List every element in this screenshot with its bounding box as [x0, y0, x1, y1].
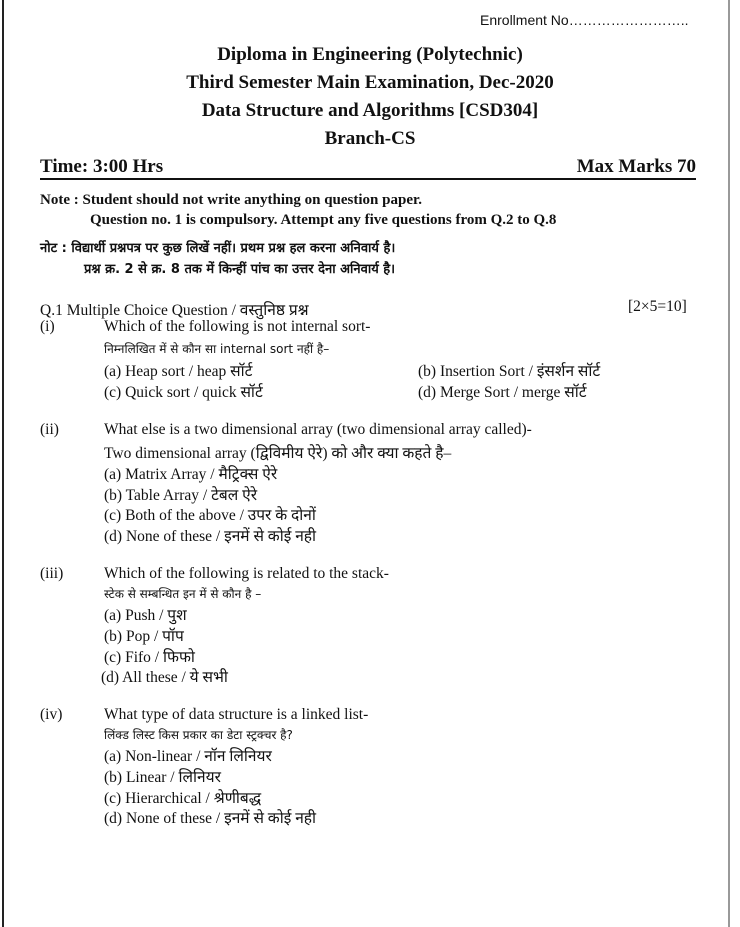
option-ii-c: (c) Both of the above / उपर के दोनों [104, 507, 316, 524]
option-i-b: (b) Insertion Sort / इंसर्शन सॉर्ट [418, 363, 601, 380]
enrollment-number-label: Enrollment No…………………….. [480, 12, 689, 28]
option-ii-a: (a) Matrix Array / मैट्रिक्स ऐरे [104, 466, 278, 483]
q1-title: Q.1 Multiple Choice Question / वस्तुनिष्ठ प्रश्न [40, 302, 309, 319]
header-line-examination: Third Semester Main Examination, Dec-2020 [186, 72, 554, 93]
option-iii-d: (d) All these / ये सभी [101, 669, 228, 686]
question-i-hindi: निम्नलिखित में से कौन सा internal sort नहीं है– [104, 342, 330, 356]
option-ii-b: (b) Table Array / टेबल ऐरे [104, 487, 258, 504]
question-iii-text: Which of the following is related to the stack- [104, 565, 389, 582]
option-iv-a: (a) Non-linear / नॉन लिनियर [104, 748, 272, 765]
option-ii-d: (d) None of these / इनमें से कोई नही [104, 528, 317, 545]
header-line-subject: Data Structure and Algorithms [CSD304] [201, 100, 539, 121]
header-line-diploma: Diploma in Engineering (Polytechnic) [217, 44, 523, 65]
question-ii-text: What else is a two dimensional array (two dimensional array called)- [104, 421, 532, 438]
option-iv-c: (c) Hierarchical / श्रेणीबद्ध [104, 790, 262, 807]
note-hindi-line-1: नोट : विद्यार्थी प्रश्नपत्र पर कुछ लिखें नहीं। प्रथम प्रश्न हल करना अनिवार्य है। [40, 241, 396, 256]
option-iii-b: (b) Pop / पॉप [104, 628, 184, 645]
question-i-text: Which of the following is not internal sort- [104, 318, 371, 335]
time-label: Time: 3:00 Hrs [40, 156, 164, 177]
question-number-i: (i) [40, 318, 55, 335]
question-ii-hindi: Two dimensional array (द्विविमीय ऐरे) को और क्या कहते है– [104, 445, 452, 462]
note-line-1: Note : Student should not write anything on question paper. [40, 192, 423, 208]
q1-marks: [2×5=10] [628, 298, 687, 315]
option-iv-d: (d) None of these / इनमें से कोई नही [104, 810, 317, 827]
option-iv-b: (b) Linear / लिनियर [104, 769, 221, 786]
option-iii-a: (a) Push / पुश [104, 607, 187, 624]
time-marks-row [40, 156, 696, 180]
option-i-d: (d) Merge Sort / merge सॉर्ट [418, 384, 587, 401]
question-number-iii: (iii) [40, 565, 64, 582]
max-marks-label: Max Marks 70 [576, 156, 696, 177]
question-number-ii: (ii) [40, 421, 59, 438]
option-i-a: (a) Heap sort / heap सॉर्ट [104, 363, 253, 380]
question-iv-hindi: लिंक्ड लिस्ट किस प्रकार का डेटा स्ट्रक्चर है? [104, 728, 293, 742]
option-iii-c: (c) Fifo / फिफो [104, 649, 195, 666]
option-i-c: (c) Quick sort / quick सॉर्ट [104, 384, 263, 401]
question-iii-hindi: स्टेक से सम्बन्धित इन में से कौन है – [104, 587, 262, 601]
note-line-2: Question no. 1 is compulsory. Attempt any five questions from Q.2 to Q.8 [90, 212, 557, 228]
question-number-iv: (iv) [40, 706, 63, 723]
header-line-branch: Branch-CS [324, 128, 416, 149]
question-iv-text: What type of data structure is a linked list- [104, 706, 369, 723]
note-hindi-line-2: प्रश्न क्र. 2 से क्र. 8 तक में किन्हीं पांच का उत्तर देना अनिवार्य है। [84, 262, 396, 277]
